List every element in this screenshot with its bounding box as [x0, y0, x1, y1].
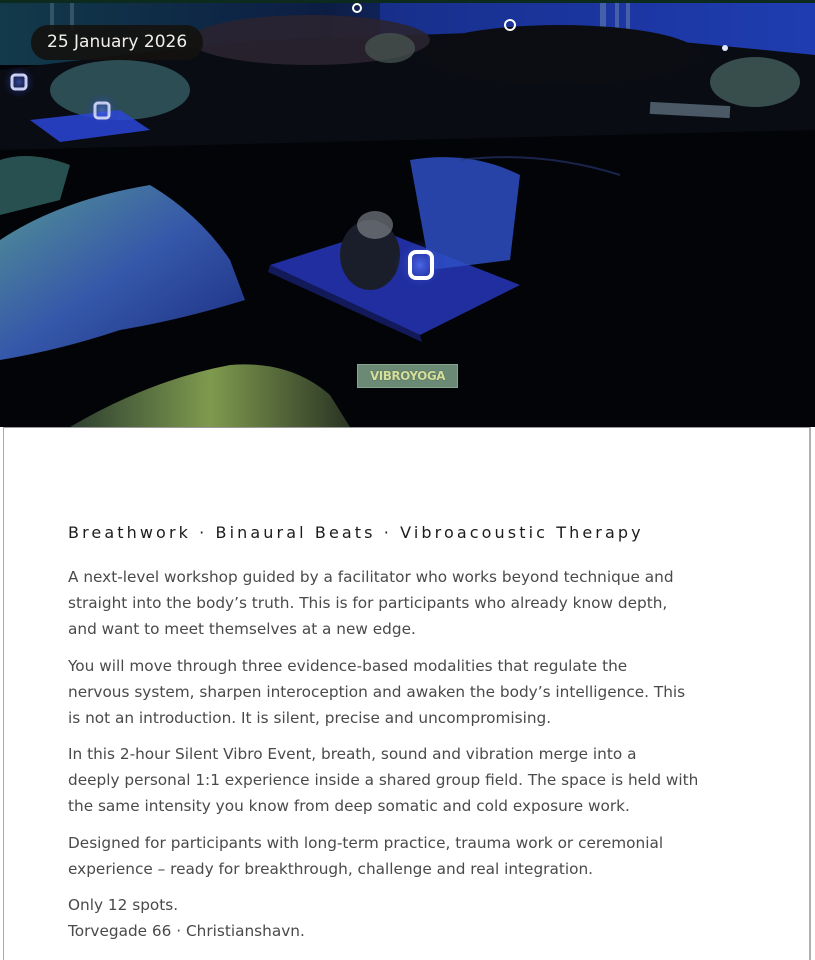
- text-line: deeply personal 1:1 experience inside a shared group field. The space is held with: [68, 771, 699, 789]
- event-date-badge: 25 January 2026: [31, 25, 203, 60]
- vibroyoga-watermark: VIBROYOGA: [357, 364, 458, 388]
- hero-photo: [0, 0, 815, 427]
- text-line: nervous system, sharpen interoception and awaken the body’s intelligence. This: [68, 682, 686, 701]
- text-line: and want to meet themselves at a new edge.: [68, 620, 416, 638]
- spots-info: Only 12 spots.: [68, 896, 179, 914]
- text-line: straight into the body’s truth. This is for participants who already know depth,: [68, 594, 668, 612]
- text-line: experience – ready for breakthrough, challenge and real integration.: [68, 859, 594, 878]
- text-line: the same intensity you know from deep somatic and cold exposure work.: [68, 797, 630, 815]
- modalities-subtitle: Breathwork · Binaural Beats · Vibroacoustic Therapy: [68, 523, 644, 542]
- description-paragraph-details: [68, 892, 768, 944]
- location-info: Torvegade 66 · Christianshavn.: [68, 922, 305, 940]
- text-line: You will move through three evidence-based modalities that regulate the: [68, 656, 628, 675]
- photo-top-edge: [0, 0, 815, 3]
- description-paragraph-modalities: [68, 653, 768, 731]
- description-paragraph-audience: [68, 830, 768, 882]
- text-line: Designed for participants with long-term practice, trauma work or ceremonial: [68, 833, 664, 852]
- text-line: is not an introduction. It is silent, precise and uncompromising.: [68, 708, 552, 727]
- description-paragraph-event: [68, 741, 768, 819]
- session-photo-illustration: [0, 0, 815, 427]
- text-line: A next-level workshop guided by a facilitator who works beyond technique and: [68, 568, 674, 586]
- text-line: In this 2-hour Silent Vibro Event, breath, sound and vibration merge into a: [68, 745, 637, 763]
- description-paragraph-intro: [68, 564, 768, 642]
- event-description: [68, 564, 768, 955]
